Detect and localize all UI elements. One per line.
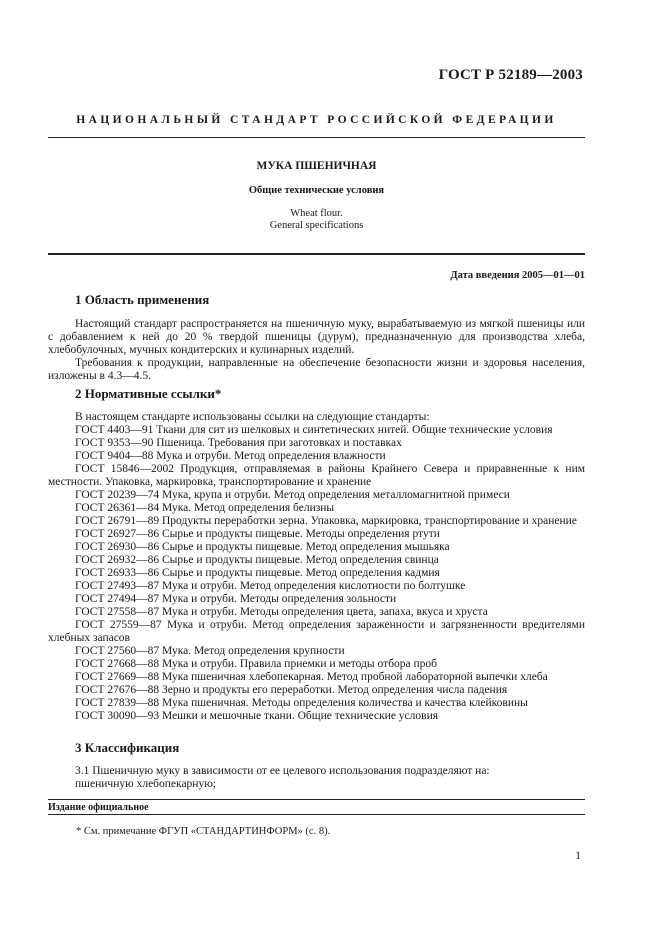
standard-number: ГОСТ Р 52189—2003 bbox=[438, 67, 583, 83]
reference-item: ГОСТ 26932—86 Сырье и продукты пищевые. Метод определения свинца bbox=[75, 554, 439, 566]
reference-item: ГОСТ 27676—88 Зерно и продукты его переработки. Метод определения числа падения bbox=[75, 684, 508, 696]
official-edition-rule bbox=[48, 799, 585, 800]
reference-item: ГОСТ 9404—88 Мука и отруби. Метод определения влажности bbox=[75, 450, 386, 462]
section-1-paragraph-1: Настоящий стандарт распространяется на пшеничную муку, вырабатываемую из мягкой пшеницы или с добавлением к ней до 20 % твердой пшеницы (дурум), предназначенную для производства хлеба, хлебобулочных, мучных кондитерских и кулинарных изделий. bbox=[48, 318, 585, 356]
footnote-rule bbox=[48, 814, 585, 815]
section-3-paragraph-1-continued: пшеничную хлебопекарную; bbox=[75, 778, 216, 790]
reference-item: ГОСТ 27560—87 Мука. Метод определения крупности bbox=[75, 645, 345, 657]
normative-references bbox=[48, 411, 585, 723]
english-title-line-2: General specifications bbox=[269, 220, 364, 231]
reference-item: ГОСТ 26927—86 Сырье и продукты пищевые. Методы определения ртути bbox=[75, 528, 440, 540]
reference-item: ГОСТ 27558—87 Мука и отруби. Методы определения цвета, запаха, вкуса и хруста bbox=[75, 606, 488, 618]
reference-item: ГОСТ 27494—87 Мука и отруби. Методы определения зольности bbox=[75, 593, 397, 605]
header-rule bbox=[48, 137, 585, 138]
reference-item: ГОСТ 27839—88 Мука пшеничная. Методы определения количества и качества клейковины bbox=[75, 697, 528, 709]
official-edition-label: Издание официальное bbox=[48, 802, 149, 813]
page-number: 1 bbox=[575, 850, 581, 862]
reference-item: ГОСТ 4403—91 Ткани для сит из шелковых и синтетических нитей. Общие технические условия bbox=[75, 424, 553, 436]
section-1-paragraph-2: Требования к продукции, направленные на обеспечение безопасности жизни и здоровья населения, изложены в 4.3—4.5. bbox=[48, 357, 585, 382]
reference-item: ГОСТ 26361—84 Мука. Метод определения белизны bbox=[75, 502, 335, 514]
reference-item: ГОСТ 27668—88 Мука и отруби. Правила приемки и методы отбора проб bbox=[75, 658, 437, 670]
references-intro: В настоящем стандарте использованы ссылки на следующие стандарты: bbox=[75, 411, 430, 423]
reference-item: ГОСТ 20239—74 Мука, крупа и отруби. Метод определения металломагнитной примеси bbox=[75, 489, 510, 501]
document-subtitle: Общие технические условия bbox=[248, 185, 385, 196]
section-3-heading: 3 Классификация bbox=[75, 740, 180, 755]
reference-item: ГОСТ 15846—2002 Продукция, отправляемая в районы Крайнего Севера и приравненные к ним местности. Упаковка, маркировка, транспортирование и хранение bbox=[48, 463, 585, 488]
english-title-line-1: Wheat flour. bbox=[290, 208, 343, 219]
reference-item: ГОСТ 27493—87 Мука и отруби. Метод определения кислотности по болтушке bbox=[75, 580, 466, 592]
footnote: * См. примечание ФГУП «СТАНДАРТИНФОРМ» (с. 8). bbox=[76, 826, 331, 837]
title-rule bbox=[48, 253, 585, 255]
document-title: МУКА ПШЕНИЧНАЯ bbox=[256, 160, 377, 172]
national-standard-banner: НАЦИОНАЛЬНЫЙ СТАНДАРТ РОССИЙСКОЙ ФЕДЕРАЦИИ bbox=[76, 114, 557, 126]
reference-item: ГОСТ 26933—86 Сырье и продукты пищевые. Метод определения кадмия bbox=[75, 567, 440, 579]
reference-item: ГОСТ 9353—90 Пшеница. Требования при заготовках и поставках bbox=[75, 437, 402, 449]
reference-item: ГОСТ 26791—89 Продукты переработки зерна. Упаковка, маркировка, транспортирование и хранение bbox=[75, 515, 577, 527]
reference-item: ГОСТ 27669—88 Мука пшеничная хлебопекарная. Метод пробной лабораторной выпечки хлеба bbox=[75, 671, 548, 683]
section-2-heading: 2 Нормативные ссылки* bbox=[75, 386, 222, 401]
reference-item: ГОСТ 30090—93 Мешки и мешочные ткани. Общие технические условия bbox=[75, 710, 439, 722]
section-3-paragraph-1: 3.1 Пшеничную муку в зависимости от ее целевого использования подразделяют на: bbox=[75, 765, 490, 777]
introduction-date: Дата введения 2005—01—01 bbox=[450, 270, 585, 281]
english-title bbox=[48, 208, 585, 232]
reference-item: ГОСТ 27559—87 Мука и отруби. Метод определения зараженности и загрязненности вредителями хлебных запасов bbox=[48, 619, 585, 644]
reference-item: ГОСТ 26930—86 Сырье и продукты пищевые. Метод определения мышьяка bbox=[75, 541, 450, 553]
section-1-heading: 1 Область применения bbox=[75, 292, 210, 307]
